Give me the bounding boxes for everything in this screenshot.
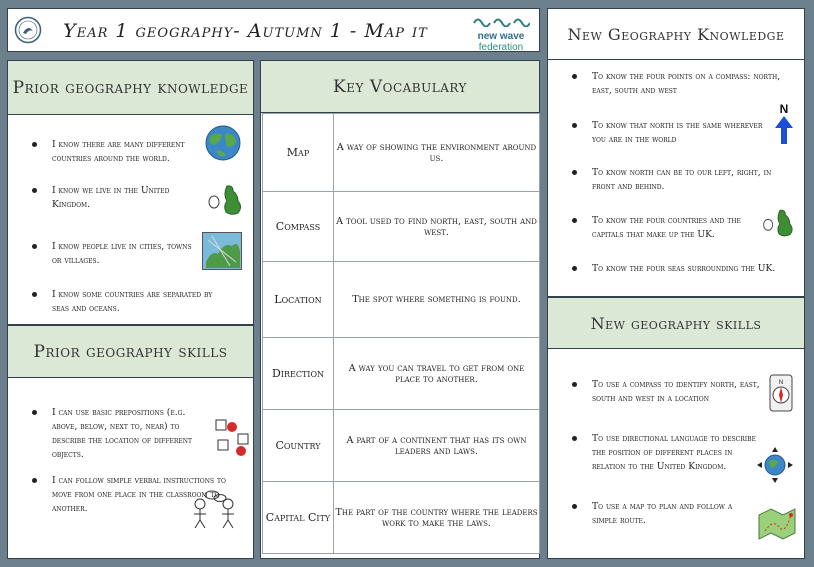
table-row [263,482,540,554]
table-row [263,262,540,338]
vocabulary-heading: Key Vocabulary [260,60,540,113]
city-map-icon [202,232,242,274]
vocab-definition: A tool used to find north, east, south and west. [334,192,540,262]
federation-logo [469,12,533,53]
table-row [263,114,540,192]
svg-text:N: N [778,380,784,386]
list-item: To know the four countries and the capitals that make up the UK. [592,214,760,242]
list-item: I know there are many different countries around the world. [52,138,197,166]
vocab-term: Compass [263,192,334,262]
people-talking-icon [190,490,238,534]
globe-directions-icon [756,446,794,488]
list-item: I know some countries are separated by seas and oceans. [52,288,232,316]
school-badge-icon [14,16,42,44]
vocab-term: Direction [263,338,334,410]
wave-icon [472,15,530,27]
prior-skills-heading: Prior geography skills [7,325,254,378]
list-item: To know the four seas surrounding the UK. [592,262,797,276]
logo-text-line2: federation [478,42,524,53]
prepositions-icon [214,418,254,464]
title-bar [7,8,540,52]
list-item: I can follow simple verbal instructions to move from one place in the classroom to another. [52,475,226,514]
new-knowledge-heading: New Geography Knowledge [547,8,805,60]
list-item: To know north can be to our left, right, in front and behind. [592,166,792,194]
list-item: To know that north is the same wherever you are in the world [592,119,770,147]
table-row [263,338,540,410]
uk-map-icon [760,206,798,244]
vocab-definition: The part of the country where the leaders work to make the laws. [334,482,540,554]
prior-knowledge-heading: Prior geography knowledge [7,60,254,115]
list-item: I know we live in the United Kingdom. [52,184,197,212]
list-item: To know the four points on a compass: north, east, south and west [592,70,797,98]
list-item: I know people live in cities, towns or villages. [52,240,197,268]
vocab-definition: A part of a continent that has its own leaders and laws. [334,410,540,482]
globe-icon [202,125,244,165]
list-item: To use directional language to describe the position of different places in relation to the United Kingdom. [592,432,762,474]
vocabulary-table [262,113,540,554]
vocab-term: Country [263,410,334,482]
list-item: To use a compass to identify north, east, south and west in a location [592,378,767,406]
vocab-definition: A way of showing the environment around us. [334,114,540,192]
table-row [263,410,540,482]
list-item: I can use basic prepositions (e.g. above, below, next to, near) to describe the location of different objects. [52,406,212,462]
route-map-icon [757,505,797,545]
vocab-definition: The spot where something is found. [334,262,540,338]
vocab-term: Map [263,114,334,192]
uk-map-icon [205,183,247,221]
new-skills-heading: New geography skills [547,297,805,349]
north-arrow-icon [773,103,795,145]
vocab-definition: A way you can travel to get from one place to another. [334,338,540,410]
north-label: N [779,102,789,116]
compass-icon [768,373,794,417]
logo-text-line1: new wave [477,31,525,42]
vocab-term: Location [263,262,334,338]
table-row [263,192,540,262]
vocab-term: Capital City [263,482,334,554]
list-item: To use a map to plan and follow a simple route. [592,500,742,528]
page-title: Year 1 geography- Autumn 1 - Map it [63,20,428,42]
